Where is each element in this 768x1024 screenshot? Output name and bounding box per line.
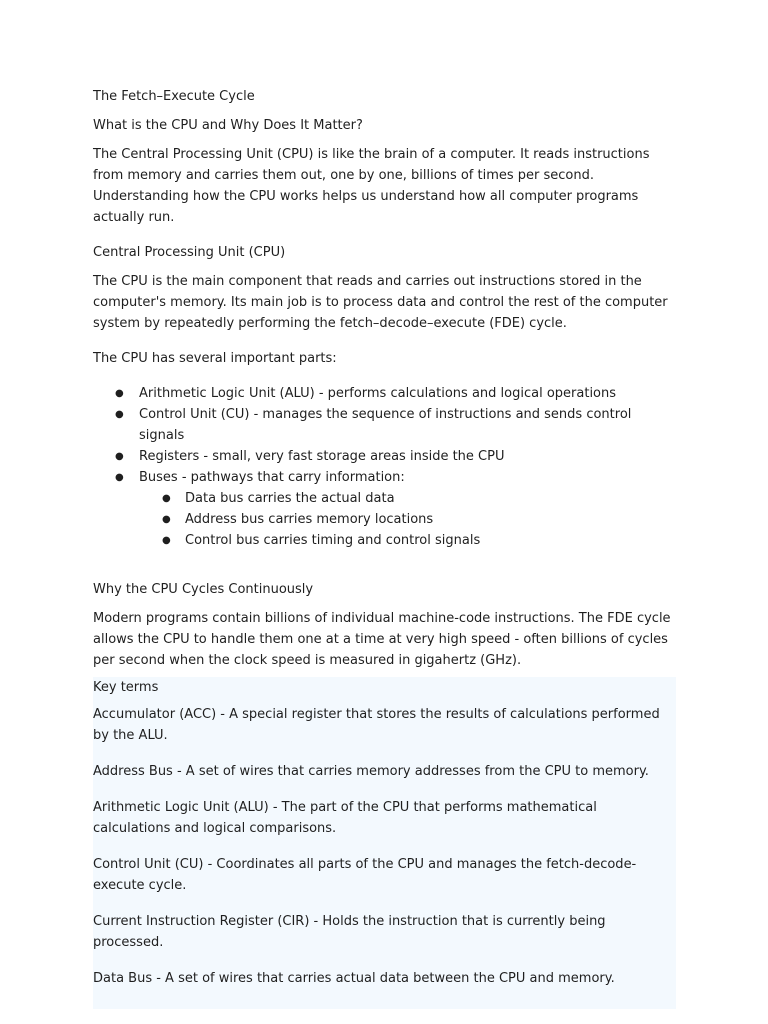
intro-paragraph: The Central Processing Unit (CPU) is like the brain of a computer. It reads instructions from memory and carries them out, one by one, billions of times per second. Understanding how the CPU works helps us understand how all computer programs actually run. bbox=[93, 147, 650, 225]
list-item: ● Arithmetic Logic Unit (ALU) - performs calculations and logical operations bbox=[93, 383, 676, 404]
key-term: Accumulator (ACC) - A special register that stores the results of calculations performed by the ALU. bbox=[93, 707, 660, 743]
list-item: ● Buses - pathways that carry information: bbox=[93, 467, 676, 488]
document-subtitle: What is the CPU and Why Does It Matter? bbox=[93, 118, 363, 133]
key-term: Control Unit (CU) - Coordinates all parts of the CPU and manages the fetch-decode-execute cycle. bbox=[93, 857, 637, 893]
key-term: Arithmetic Logic Unit (ALU) - The part of the CPU that performs mathematical calculations and logical comparisons. bbox=[93, 800, 597, 836]
document-page bbox=[93, 86, 676, 1009]
list-item: ● Data bus carries the actual data bbox=[93, 488, 676, 509]
list-item: ● Registers - small, very fast storage areas inside the CPU bbox=[93, 446, 676, 467]
document-title: The Fetch–Execute Cycle bbox=[93, 89, 255, 104]
list-item: ● Address bus carries memory locations bbox=[93, 509, 676, 530]
cpu-parts-list bbox=[93, 383, 676, 488]
key-term: Address Bus - A set of wires that carries memory addresses from the CPU to memory. bbox=[93, 764, 649, 779]
cycle-section-heading: Why the CPU Cycles Continuously bbox=[93, 582, 314, 597]
key-term: Current Instruction Register (CIR) - Holds the instruction that is currently being processed. bbox=[93, 914, 606, 950]
key-term: Data Bus - A set of wires that carries actual data between the CPU and memory. bbox=[93, 971, 615, 986]
key-terms-box bbox=[93, 677, 676, 1009]
cpu-paragraph: The CPU is the main component that reads and carries out instructions stored in the computer's memory. Its main job is to process data and control the rest of the computer system by repeatedly performing the fetch–decode–execute (FDE) cycle. bbox=[93, 274, 668, 331]
cpu-parts-intro: The CPU has several important parts: bbox=[93, 351, 337, 366]
list-item: ● Control Unit (CU) - manages the sequence of instructions and sends control signals bbox=[93, 404, 676, 446]
list-item: ● Control bus carries timing and control signals bbox=[93, 530, 676, 551]
cpu-section-heading: Central Processing Unit (CPU) bbox=[93, 245, 286, 260]
bus-types-list bbox=[93, 488, 676, 551]
cycle-paragraph: Modern programs contain billions of individual machine-code instructions. The FDE cycle allows the CPU to handle them one at a time at very high speed - often billions of cycles per second when the clock speed is measured in gigahertz (GHz). bbox=[93, 611, 671, 668]
key-terms-title: Key terms bbox=[93, 680, 159, 695]
